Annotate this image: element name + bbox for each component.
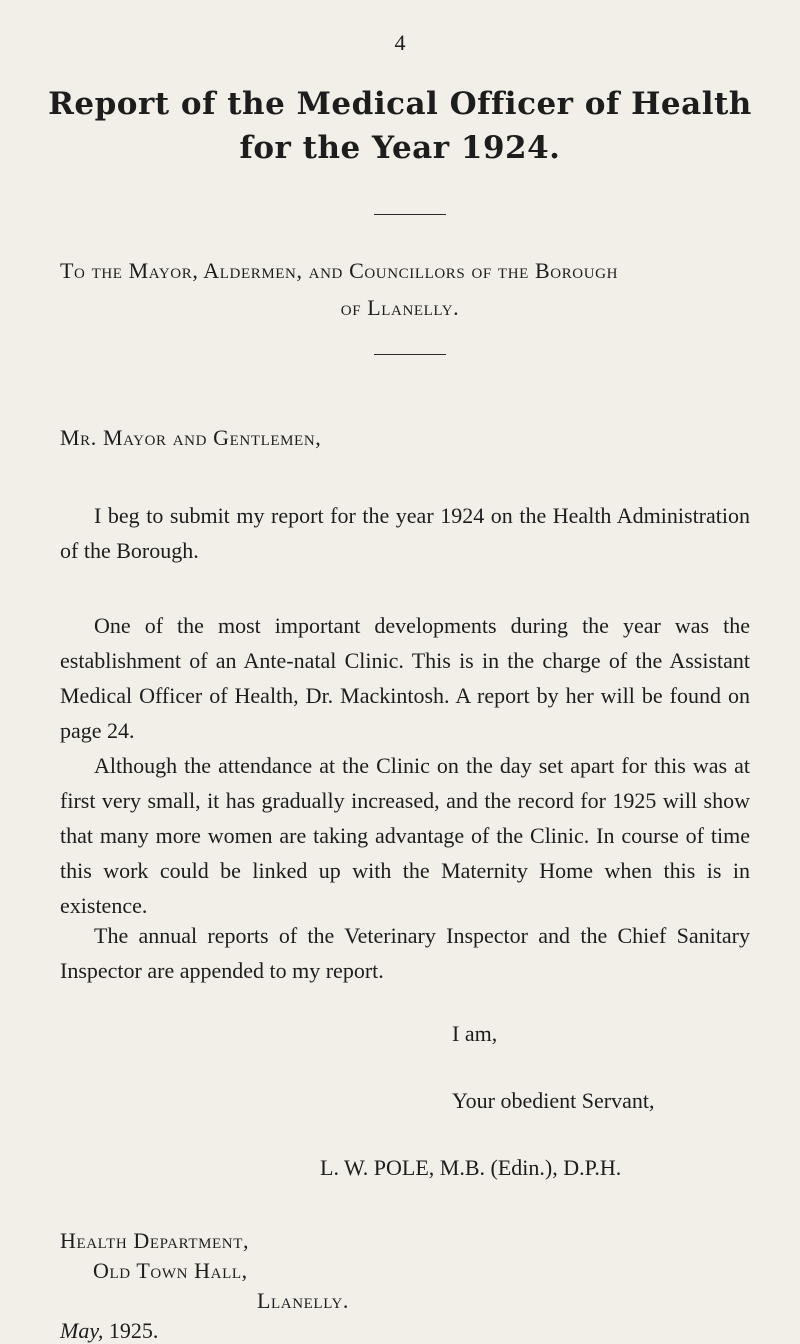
divider-rule-top [374,214,446,215]
report-title-line-2: for the Year 1924. [239,130,561,166]
department-line-2: Old Town Hall, [93,1258,248,1283]
department-line-3: Llanelly. [257,1288,349,1313]
page-number: 4 [394,30,406,55]
address-line-1: To the Mayor, Aldermen, and Councillors of the Borough [60,258,619,283]
closing-i-am: I am, [452,1021,498,1046]
paragraph-2: One of the most important developments during the year was the establishment of an Ante-natal Clinic. This is in the charge of the Assistant Medical Officer of Health, Dr. Mackintosh. A report by her will be found on page 24. [60,613,750,743]
date-year: 1925. [108,1318,159,1343]
address-line-2: of Llanelly. [340,295,460,320]
report-date [60,1318,158,1344]
salutation: Mr. Mayor and Gentlemen, [60,425,322,450]
divider-rule-bottom [374,354,446,355]
closing-servant: Your obedient Servant, [452,1088,655,1113]
date-month: May, [60,1318,104,1343]
paragraph-1: I beg to submit my report for the year 1924 on the Health Administration of the Borough. [60,503,750,563]
department-line-1: Health Department, [60,1228,250,1253]
signature: L. W. POLE, M.B. (Edin.), D.P.H. [320,1155,622,1180]
report-title-line-1: Report of the Medical Officer of Health [48,86,752,122]
paragraph-4: The annual reports of the Veterinary Inspector and the Chief Sanitary Inspector are appended to my report. [60,923,750,983]
paragraph-3: Although the attendance at the Clinic on the day set apart for this was at first very small, it has gradually increased, and the record for 1925 will show that many more women are taking advantage of the Clinic. In course of time this work could be linked up with the Maternity Home when this is in existence. [60,753,750,918]
